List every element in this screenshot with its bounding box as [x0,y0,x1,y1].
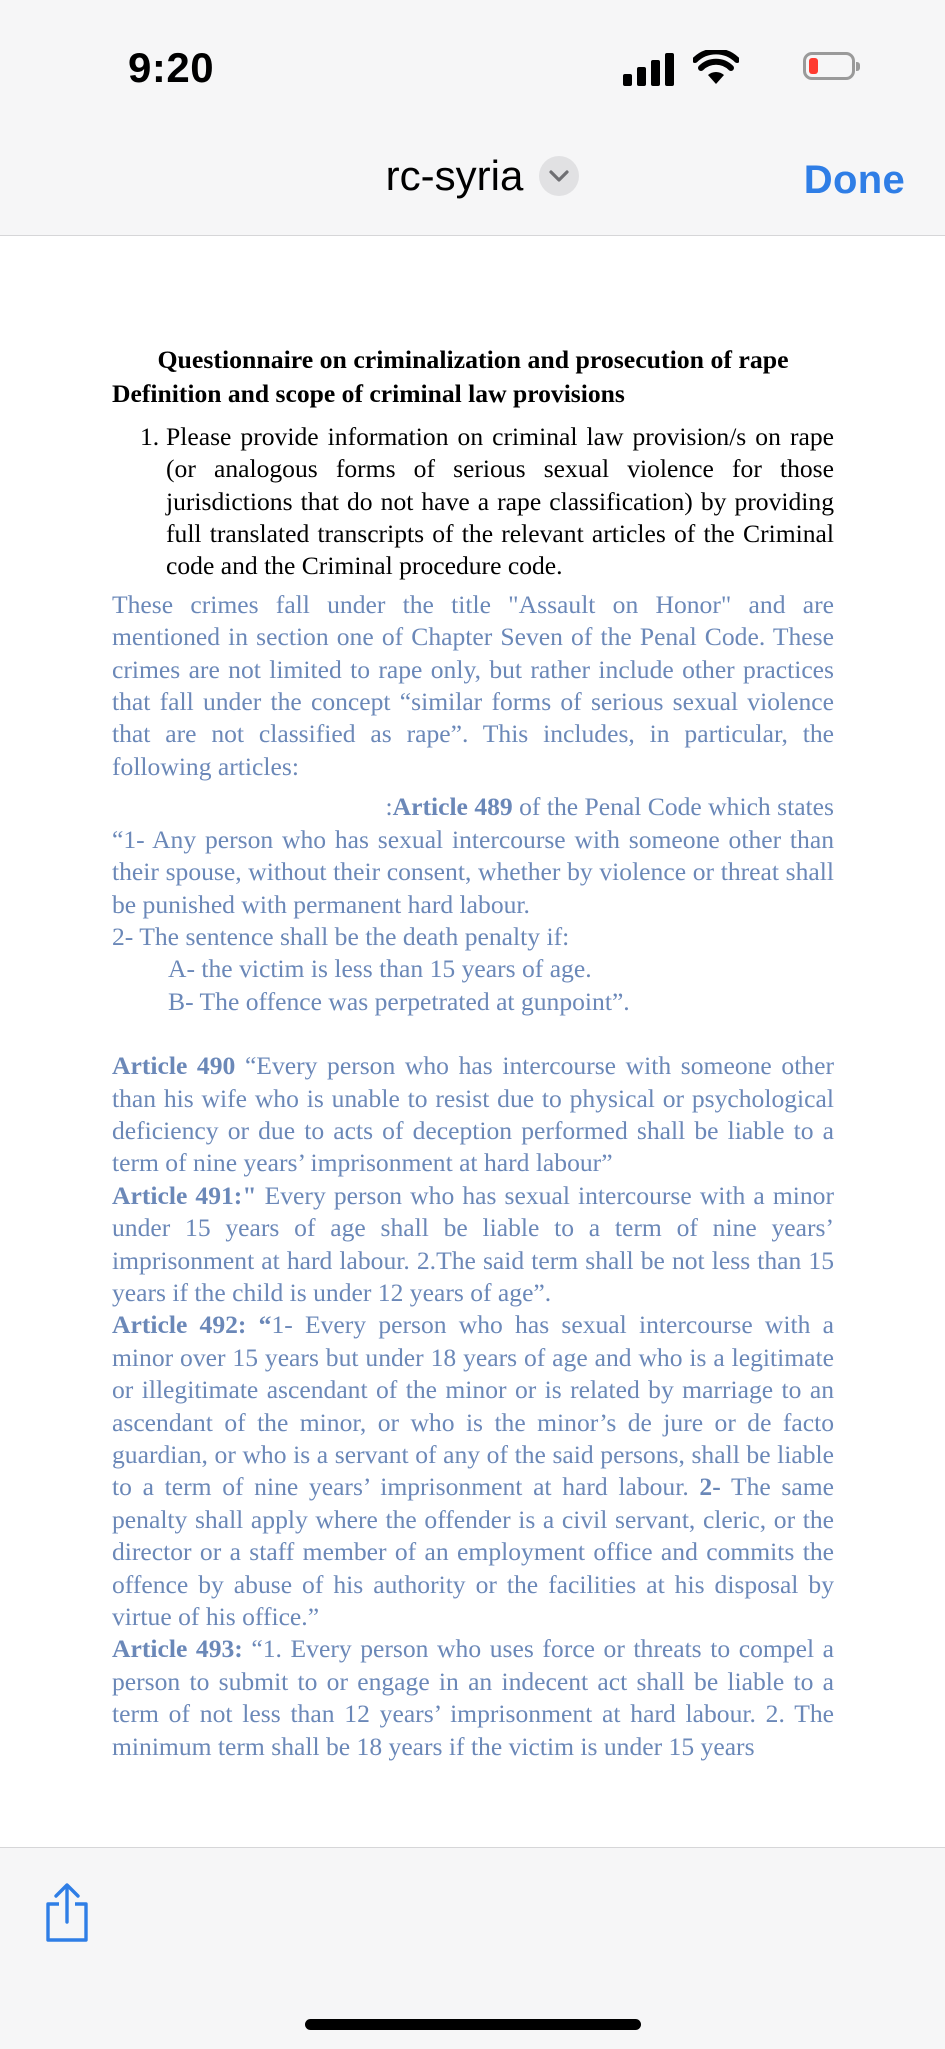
question-text: Please provide information on criminal law provision/s on rape (or analogous forms of serious sexual violence for those jurisdictions that do not have a rape classification) by providing full translated transcripts of the relevant articles of the Criminal code and the Criminal procedure code. [166,421,834,581]
home-indicator[interactable] [305,2019,641,2030]
article-491-label: Article 491:" [112,1180,257,1210]
status-time: 9:20 [128,44,215,91]
doc-heading: Questionnaire on criminalization and prosecution of rape [157,345,789,374]
top-bar [0,0,945,236]
cellular-signal-icon [623,52,675,86]
doc-subheading: Definition and scope of criminal law provisions [112,379,625,409]
article-489-para-2: 2- The sentence shall be the death penalty if: [112,921,570,951]
article-493: Article 493: “1. Every person who uses force or threats to compel a person to submit to or engage in an indecent act shall be liable to a term of not less than 12 years’ imprisonment at hard labour. 2. The minimum term shall be 18 years if the victim is under 15 years [112,1634,834,1761]
done-button[interactable]: Done [803,158,905,202]
status-icons [565,50,865,90]
article-491: Article 491:" Every person who has sexual intercourse with a minor under 15 years of age shall be liable to a term of nine years’ imprisonment at hard labour. 2.The said term shall be not less than 15 years if the child is under 12 years of age”. [112,1180,835,1307]
article-489-item-a: A- the victim is less than 15 years of age. [168,954,592,984]
share-icon[interactable] [42,1882,92,1944]
answer-intro: These crimes fall under the title "Assault on Honor" and are mentioned in section one of Chapter Seven of the Penal Code. These crimes are not limited to rape only, but rather include other practices that fall under the concept “similar forms of serious sexual violence that are not classified as rape”. This includes, in particular, the following articles: [112,589,834,781]
title-menu-button[interactable] [539,156,579,196]
battery-level [809,58,818,74]
article-489-label: Article 489 [392,792,513,822]
question-number: 1. [140,421,160,451]
document-page [112,344,834,1763]
question-item [112,421,834,583]
wifi-icon [693,50,739,86]
battery-icon [803,52,855,80]
article-492-label: Article 492: “ [112,1310,272,1340]
chevron-down-icon [549,170,569,182]
document-title: rc-syria [385,152,524,199]
article-492: Article 492: “1- Every person who has sexual intercourse with a minor over 15 years but under 18 years of age and who is a legitimate or illegitimate ascendant of the minor or is related by marriage to an ascendant of the minor, or who is the minor’s de jure or de facto guardian, or who is a servant of any of the said persons, shall be liable to a term of nine years’ imprisonment at hard labour. 2- The same penalty shall apply where the offender is a civil servant, cleric, or the director or a staff member of an employment office and commits the offence by abuse of his authority or the facilities at his disposal by virtue of his office.” [112,1310,834,1632]
article-493-label: Article 493: [112,1634,243,1664]
article-489-heading: :Article 489 of the Penal Code which states [385,792,834,822]
article-489-para-1: “1- Any person who has sexual intercourse with someone other than their spouse, without their consent, whether by violence or threat shall be punished with permanent hard labour. [112,824,834,919]
article-490: Article 490 “Every person who has intercourse with someone other than his wife who is unable to resist due to physical or psychological deficiency or due to acts of deception performed shall be liable to a term of nine years’ imprisonment at hard labour” [112,1051,834,1178]
article-489-item-b: B- The offence was perpetrated at gunpoint”. [168,986,630,1016]
article-490-label: Article 490 [112,1051,236,1081]
bottom-toolbar [0,1847,945,2049]
